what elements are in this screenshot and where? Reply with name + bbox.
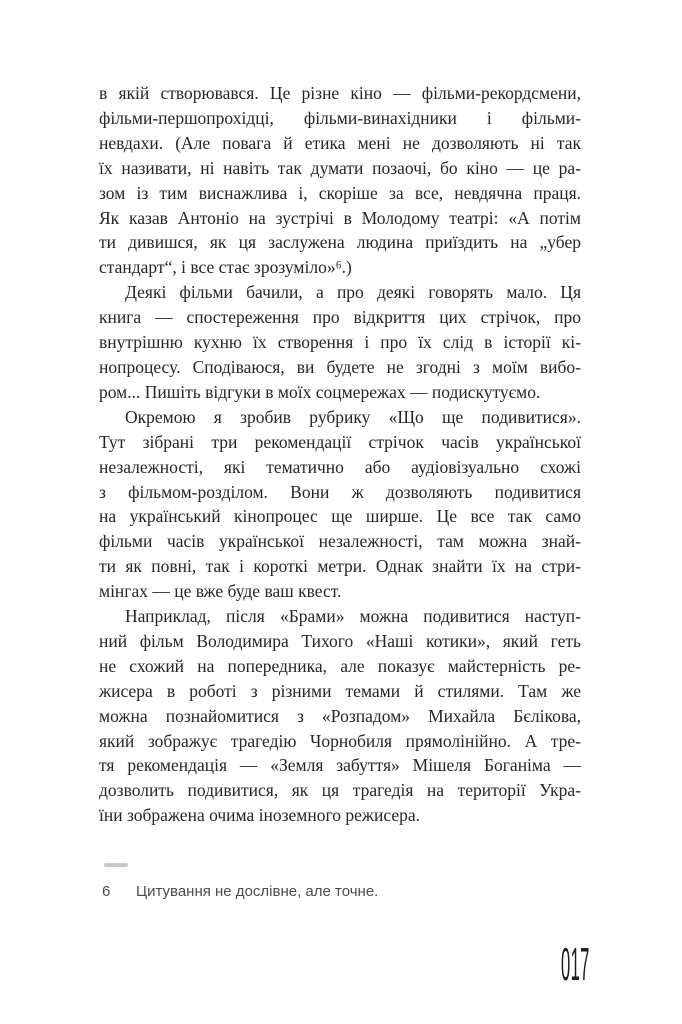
- text-line: ром... Пишіть відгуки в моїх соцмережах — подискутуємо.: [99, 381, 541, 402]
- text-line: фільми часів української незалежності, там можна знай-: [99, 531, 581, 552]
- paragraph: [99, 81, 581, 280]
- text-line: з фільмом-розділом. Вони ж дозволяють подивитися: [99, 481, 581, 502]
- text-line: тя рекомендація — «Земля забуття» Мішеля Боганіма —: [99, 755, 581, 776]
- text-line: жисера в роботі з різними темами й стилями. Там же: [99, 680, 581, 701]
- text-line: книга — спостереження про відкриття цих стрічок, про: [99, 307, 581, 328]
- footnote: [102, 883, 582, 901]
- text-line: Наприклад, після «Брами» можна подивитися наступ-: [125, 606, 581, 627]
- text-line: ний фільм Володимира Тихого «Наші котики», який геть: [99, 630, 581, 651]
- text-line: фільми-першопрохідці, фільми-винахідники і фільми-: [99, 107, 581, 128]
- text-line: мінгах — це вже буде ваш квест.: [99, 581, 342, 602]
- text-line: можна познайомитися з «Розпадом» Михайла Бєлікова,: [99, 705, 581, 726]
- text-line: Тут зібрані три рекомендації стрічок часів української: [99, 431, 581, 452]
- text-line: зом із тим виснажлива і, скоріше за все, невдячна праця.: [99, 182, 581, 203]
- text-line: нопроцесу. Сподіваюся, ви будете не згодні з моїм вибо-: [99, 356, 581, 377]
- text-line: незалежності, які тематично або аудіовізуально схожі: [99, 456, 581, 477]
- text-line: дозволить подивитися, як ця трагедія на території Укра-: [99, 780, 581, 801]
- text-line: ти як повні, так і короткі метри. Однак знайти їх на стри-: [99, 556, 581, 577]
- page-number: 017: [561, 938, 590, 990]
- paragraph: [99, 405, 581, 604]
- paragraph: [99, 604, 581, 828]
- text-line: Як казав Антоніо на зустрічі в Молодому театрі: «А потім: [99, 207, 581, 228]
- footnote-divider: [104, 863, 128, 867]
- paragraph: [99, 280, 581, 405]
- text-line: внутрішню кухню їх створення і про їх слід в історії кі-: [99, 332, 581, 353]
- text-line: не схожий на попередника, але показує майстерність ре-: [99, 655, 581, 676]
- text-line: Деякі фільми бачили, а про деякі говорять мало. Ця: [125, 282, 581, 303]
- text-line: ти дивишся, як ця заслужена людина приїздить на „убер: [99, 232, 581, 253]
- footnote-marker: 6: [102, 883, 111, 900]
- text-line: їх називати, ні навіть так думати позаочі, бо кіно — це ра-: [99, 157, 581, 178]
- text-line: Окремою я зробив рубрику «Що ще подивитися».: [125, 406, 581, 427]
- text-line: на український кінопроцес ще ширше. Це все так само: [99, 506, 581, 527]
- text-line: в якій створювався. Це різне кіно — фільми-рекордсмени,: [99, 83, 581, 103]
- text-line: невдахи. (Але повага й етика мені не дозволяють ні так: [99, 132, 581, 153]
- text-line: стандарт“, і все стає зрозуміло»⁶.): [99, 257, 352, 278]
- text-line: їни зображена очима іноземного режисера.: [99, 805, 420, 826]
- text-line: який зображує трагедію Чорнобиля прямолінійно. А тре-: [99, 730, 581, 751]
- footnote-text: Цитування не дослівне, але точне.: [136, 883, 379, 900]
- body-text: [99, 81, 581, 828]
